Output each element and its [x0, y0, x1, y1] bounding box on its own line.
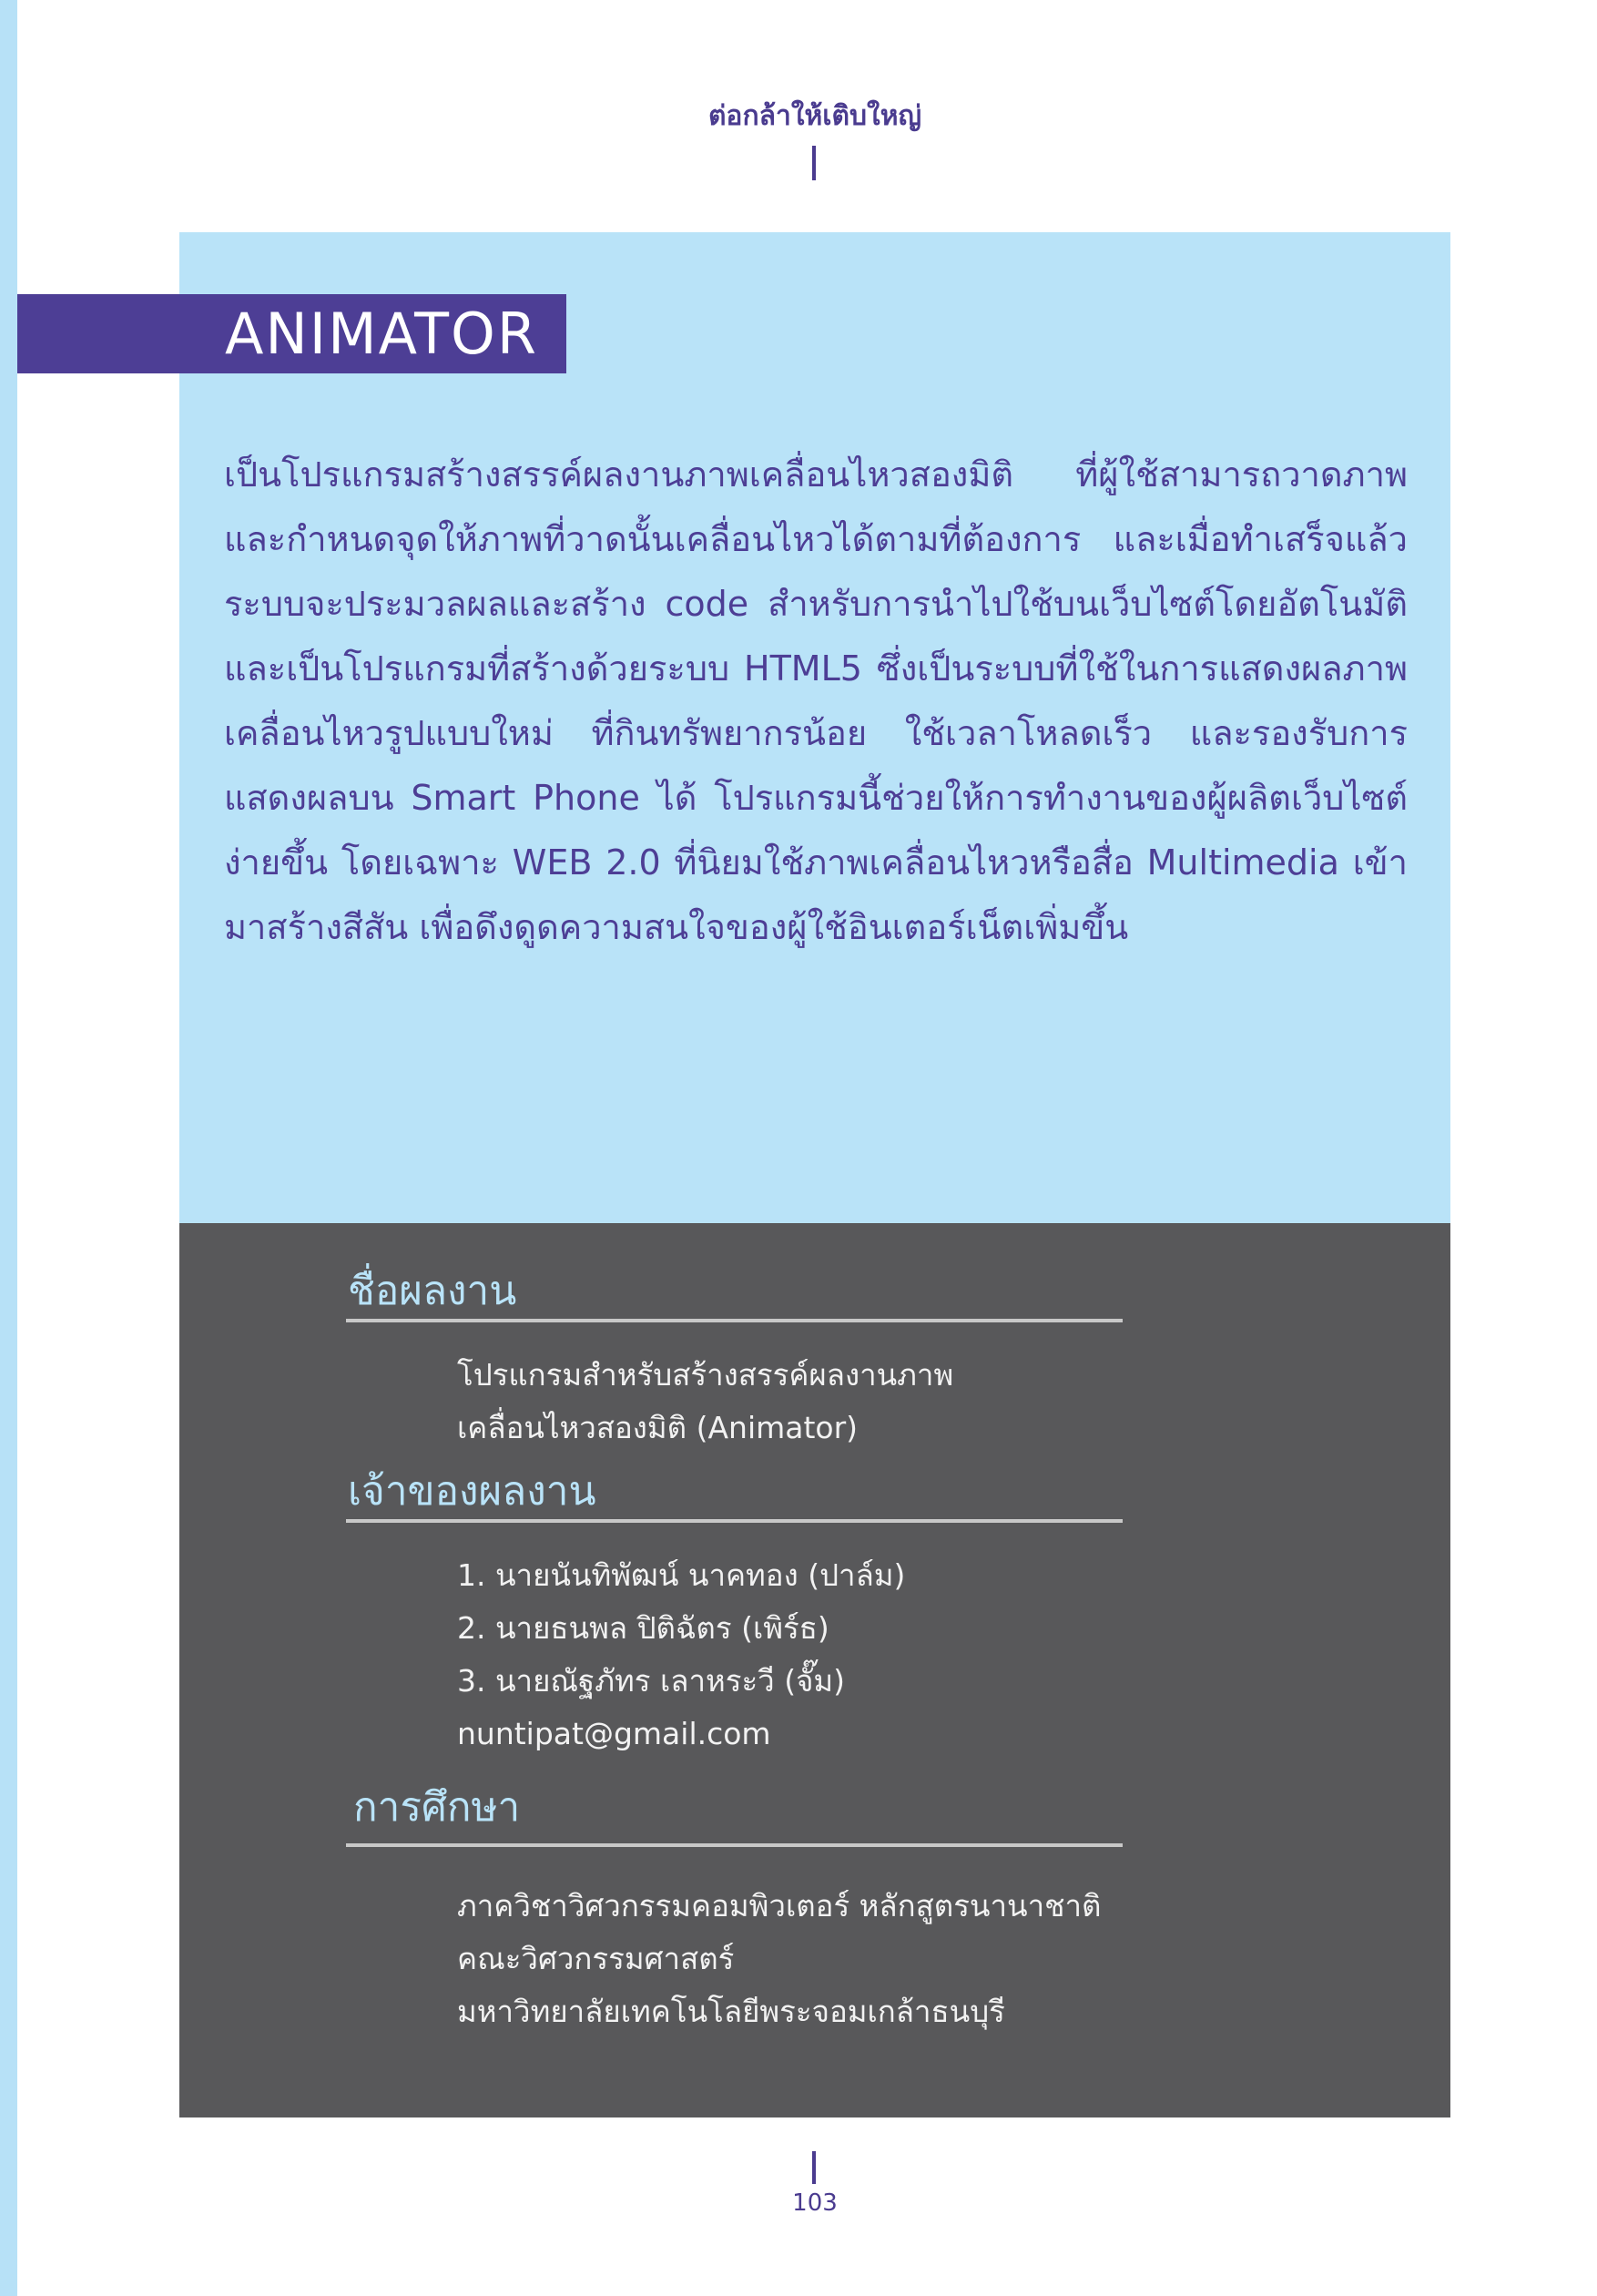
education-heading: การศึกษา	[353, 1784, 521, 1831]
work-line: เคลื่อนไหวสองมิติ (Animator)	[457, 1410, 859, 1445]
running-head: ต่อกล้าให้เติบใหญ่	[707, 100, 922, 132]
page-title: ANIMATOR	[225, 301, 538, 367]
description-paragraph: เป็นโปรแกรมสร้างสรรค์ผลงานภาพเคลื่อนไหวสองมิติ ที่ผู้ใช้สามารถวาดภาพและกำหนดจุดให้ภาพที่วาดนั้นเคลื่อนไหวได้ตามที่ต้องการ และเมื่อทำเสร็จแล้ว ระบบจะประมวลผลและสร้าง code สำหรับการนำไปใช้บนเว็บไซต์โดยอัตโนมัติ และเป็นโปรแกรมที่สร้างด้วยระบบ HTML5 ซึ่งเป็นระบบที่ใช้ในการแสดงผลภาพเคลื่อนไหวรูปแบบใหม่ ที่กินทรัพยากรน้อย ใช้เวลาโหลดเร็ว และรองรับการแสดงผลบน Smart Phone ได้ โปรแกรมนี้ช่วยให้การทำงานของผู้ผลิตเว็บไซต์ง่ายขึ้น โดยเฉพาะ WEB 2.0 ที่นิยมใช้ภาพเคลื่อนไหวหรือสื่อ Multimedia เข้ามาสร้างสีสัน เพื่อดึงดูดความสนใจของผู้ใช้อินเตอร์เน็ตเพิ่มขึ้น	[224, 454, 1408, 947]
footer-rule	[812, 2151, 816, 2184]
owners-body	[457, 1549, 1185, 1760]
left-edge-strip	[0, 0, 17, 2296]
owner-item: 2. นายธนพล ปิติฉัตร (เพิร์ธ)	[457, 1610, 829, 1646]
education-line: คณะวิศวกรรมศาสตร์	[457, 1941, 735, 1976]
page-number: 103	[792, 2189, 838, 2217]
education-line: ภาควิชาวิศวกรรมคอมพิวเตอร์ หลักสูตรนานาชาติ	[457, 1888, 1102, 1924]
owners-heading: เจ้าของผลงาน	[348, 1468, 596, 1515]
owners-rule	[346, 1519, 1123, 1523]
education-line: มหาวิทยาลัยเทคโนโลยีพระจอมเกล้าธนบุรี	[457, 1994, 1005, 2029]
header-rule	[812, 146, 816, 180]
education-rule	[346, 1843, 1123, 1847]
owner-item: 1. นายนันทิพัฒน์ นาคทอง (ปาล์ม)	[457, 1557, 906, 1593]
work-rule	[346, 1319, 1123, 1322]
owner-email: nuntipat@gmail.com	[457, 1716, 771, 1751]
education-body	[457, 1880, 1185, 2038]
work-body	[457, 1349, 1185, 1454]
work-line: โปรแกรมสำหรับสร้างสรรค์ผลงานภาพ	[457, 1357, 954, 1393]
work-heading: ชื่อผลงาน	[348, 1268, 517, 1314]
owner-item: 3. นายณัฐภัทร เลาหระวี (จั๊ม)	[457, 1663, 846, 1699]
